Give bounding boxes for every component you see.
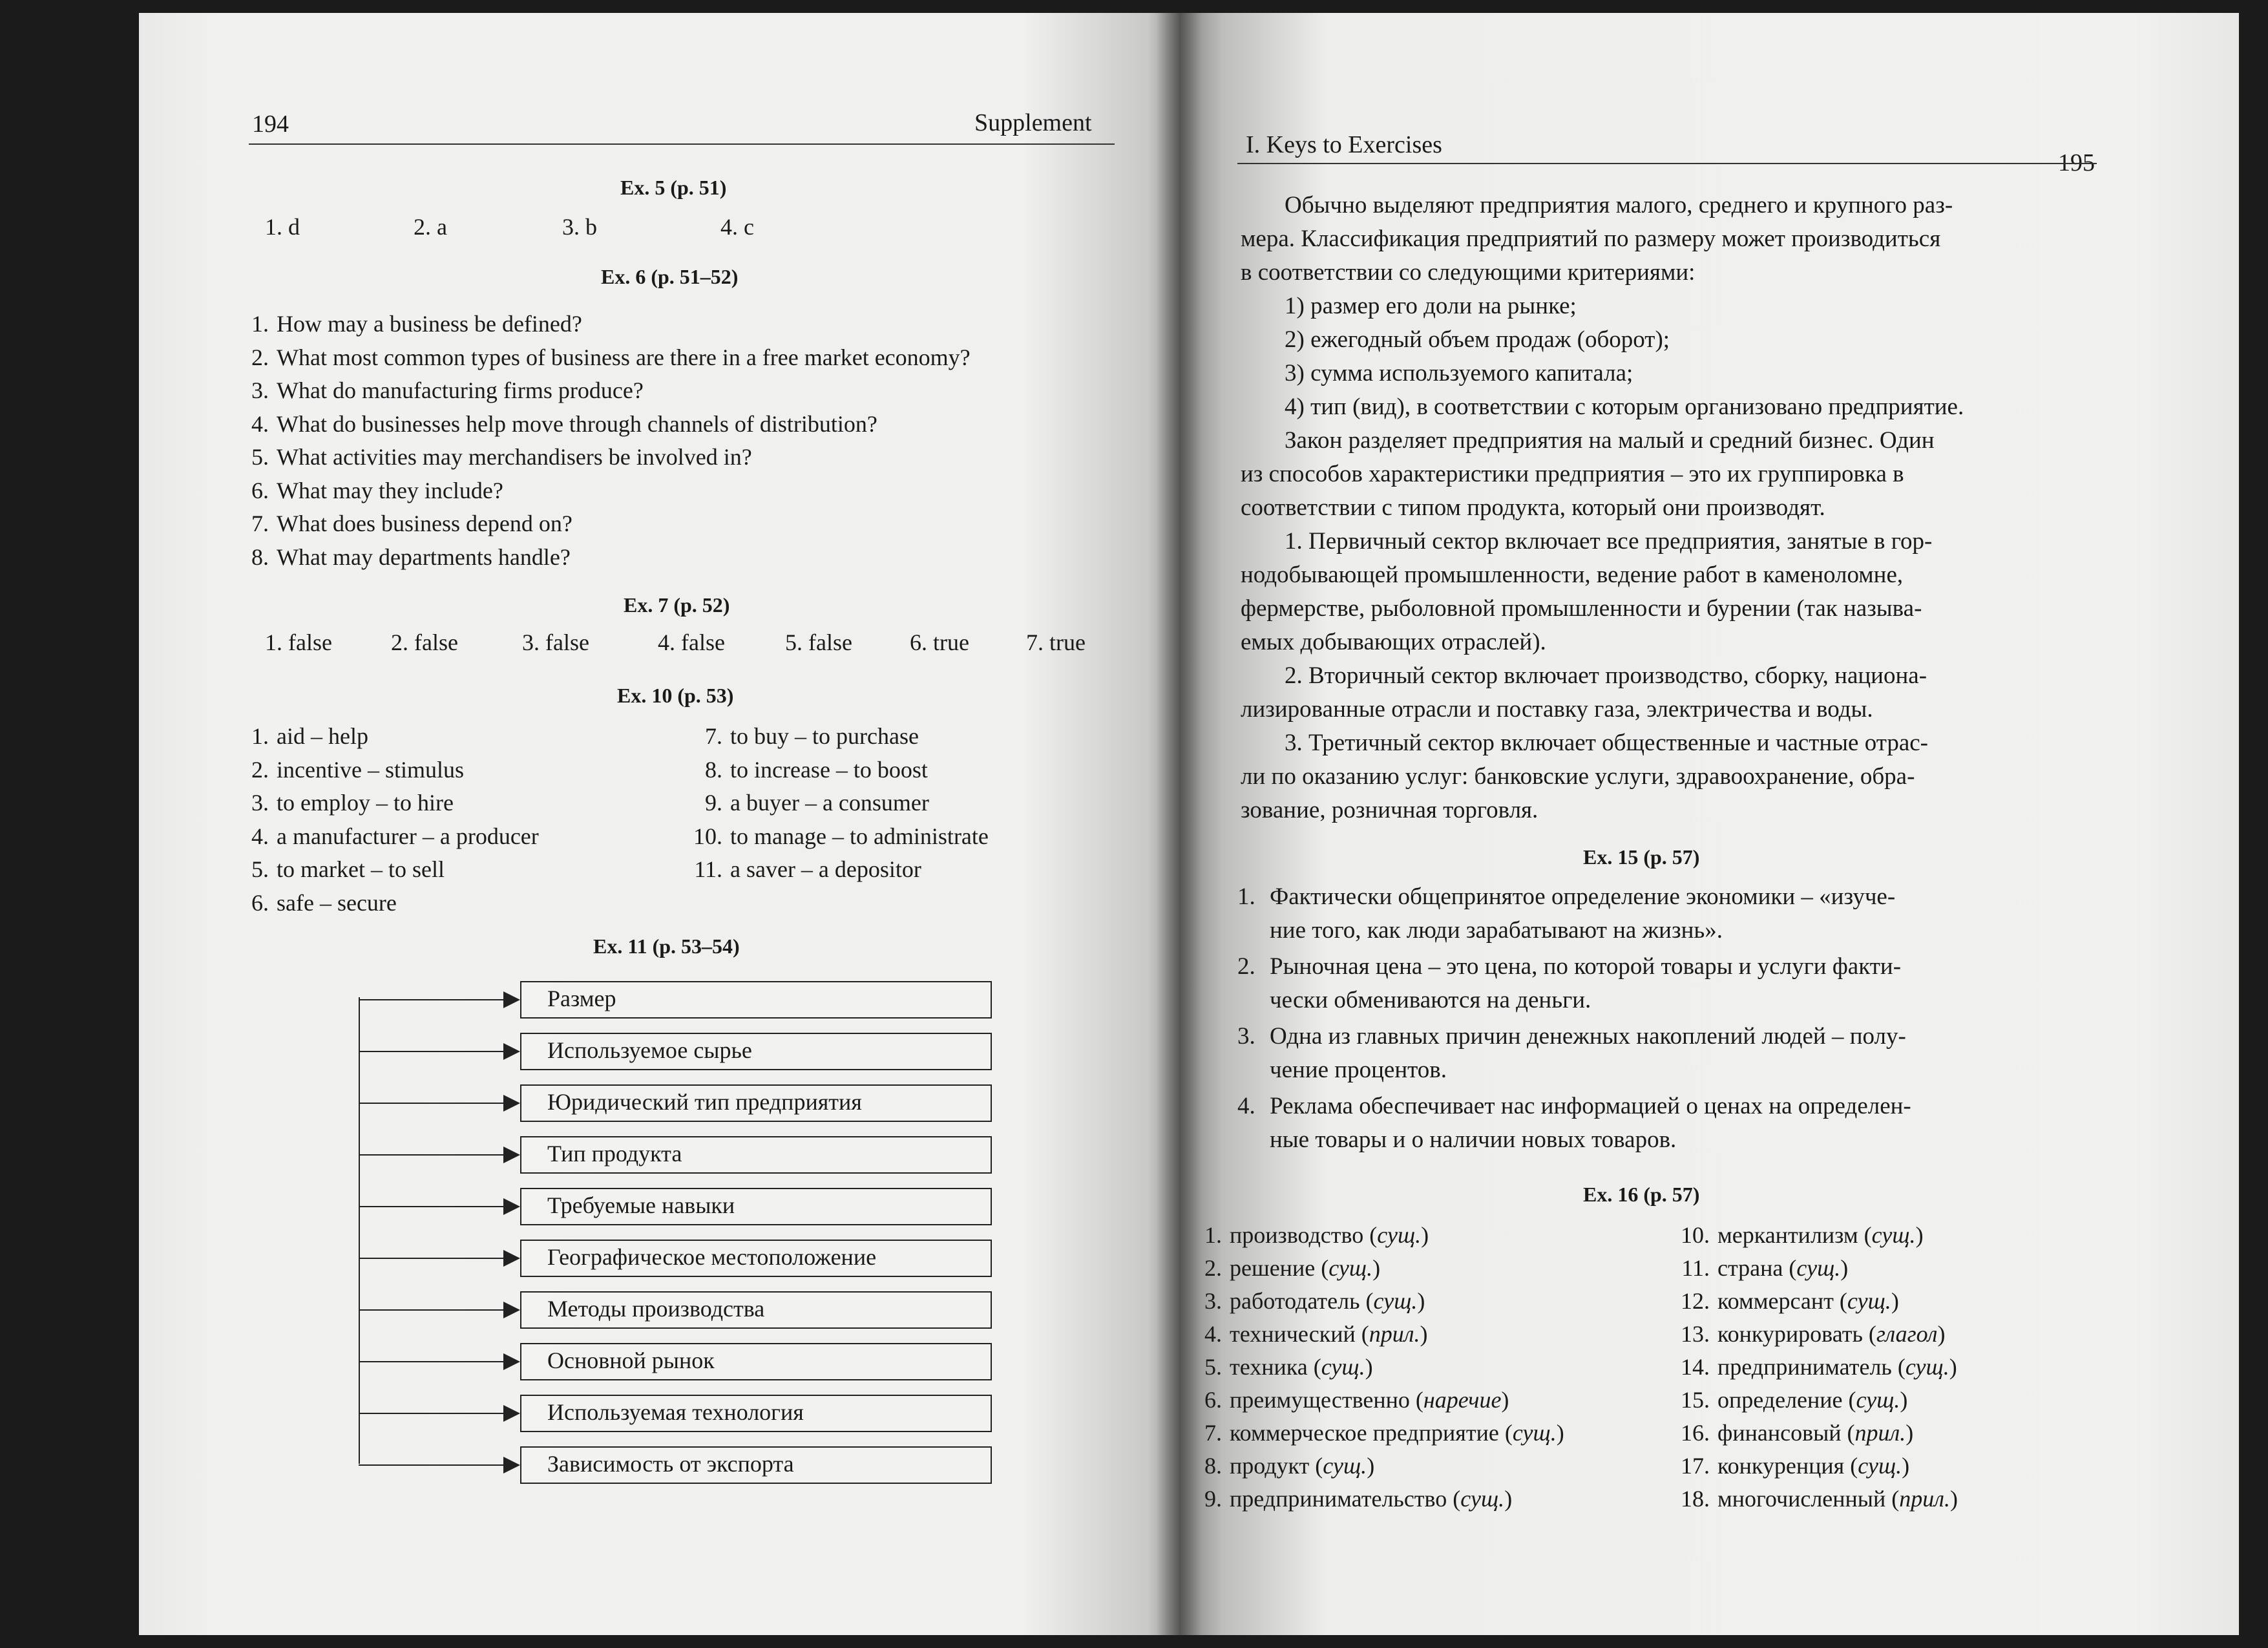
text-line: соответствии с типом продукта, который они производят.: [1241, 494, 1825, 521]
item-number: 10.: [693, 823, 722, 849]
ex5-title: Ex. 5 (p. 51): [620, 176, 727, 199]
ex5-answer: 3. b: [562, 214, 597, 240]
item-number: 12.: [1681, 1288, 1710, 1314]
part-of-speech: сущ.: [1373, 1288, 1418, 1314]
header-rule: [1237, 163, 2097, 164]
text-line: чески обмениваются на деньги.: [1270, 987, 1591, 1013]
item-number: 3.: [1237, 1023, 1255, 1050]
item-number: 4.: [1237, 1093, 1255, 1119]
list-item: 8. продукт (сущ.): [1192, 1452, 1374, 1479]
item-text: a manufacturer – a producer: [277, 823, 539, 849]
diagram-box: Географическое местоположение: [520, 1240, 992, 1277]
item-number: 9.: [705, 790, 722, 816]
diagram-box: Тип продукта: [520, 1136, 992, 1174]
item-text: What may departments handle?: [277, 544, 571, 570]
part-of-speech: сущ.: [1323, 1453, 1367, 1479]
item-text: a saver – a depositor: [730, 856, 921, 882]
item-text: What activities may merchandisers be involved in?: [277, 444, 752, 470]
item-number: 1.: [251, 723, 269, 749]
classification-text: [1241, 189, 2100, 827]
item-word: решение: [1230, 1255, 1316, 1281]
list-item: [1237, 1020, 1906, 1087]
list-item: [1237, 880, 1895, 947]
list-item: 6. преимущественно (наречие): [1192, 1386, 1509, 1413]
part-of-speech: сущ.: [1796, 1255, 1841, 1281]
text-line: Рыночная цена – это цена, по которой товары и услуги факти-: [1270, 953, 1902, 980]
item-number: 2.: [1204, 1255, 1222, 1281]
item-number: 2.: [1237, 953, 1255, 980]
item-word: продукт: [1230, 1453, 1310, 1479]
item-text: [1270, 1090, 1911, 1157]
list-item: [686, 723, 919, 750]
list-item: 16. финансовый (прил.): [1681, 1420, 1914, 1446]
diagram-box: Размер: [520, 981, 992, 1019]
text-line: Одна из главных причин денежных накоплений людей – полу-: [1270, 1023, 1906, 1050]
text-line: Обычно выделяют предприятия малого, среднего и крупного раз-: [1285, 192, 1953, 218]
text-line: ные товары и о наличии новых товаров.: [1270, 1126, 1677, 1153]
ex7-answer: 1. false: [265, 629, 332, 655]
text-line: 2) ежегодный объем продаж (оборот);: [1285, 326, 1670, 353]
list-item: 11. страна (сущ.): [1680, 1254, 1848, 1282]
item-word: предприниматель: [1717, 1354, 1892, 1380]
item-word: работодатель: [1230, 1288, 1360, 1314]
ex10-title: Ex. 10 (p. 53): [617, 684, 734, 707]
item-number: 8.: [705, 756, 722, 783]
list-item: [233, 443, 752, 470]
item-text: to market – to sell: [277, 856, 445, 882]
item-number: 11.: [1681, 1255, 1710, 1281]
item-number: 14.: [1681, 1354, 1710, 1380]
item-word: финансовый: [1717, 1420, 1842, 1446]
list-item: [1237, 1090, 1911, 1157]
list-item: 14. предприниматель (сущ.): [1681, 1354, 1957, 1380]
text-line: 4) тип (вид), в соответствии с которым организовано предприятие.: [1285, 394, 1964, 420]
ex7-title: Ex. 7 (p. 52): [624, 593, 730, 617]
item-word: коммерческое предприятие: [1230, 1420, 1499, 1446]
item-text: a buyer – a consumer: [730, 790, 929, 816]
part-of-speech: прил.: [1369, 1321, 1420, 1347]
item-number: 4.: [1204, 1321, 1222, 1347]
item-text: How may a business be defined?: [277, 311, 582, 337]
list-item: [686, 789, 929, 816]
list-item: 5. техника (сущ.): [1192, 1353, 1373, 1380]
item-text: to buy – to purchase: [730, 723, 919, 749]
right-running-header: I. Keys to Exercises: [1246, 131, 1442, 158]
item-number: 8.: [251, 544, 269, 570]
item-number: 1.: [1204, 1222, 1222, 1248]
item-number: 1.: [251, 311, 269, 337]
item-number: 16.: [1681, 1420, 1710, 1446]
list-item: 1. производство (сущ.): [1192, 1221, 1429, 1249]
header-rule: [249, 143, 1115, 145]
item-number: 11.: [694, 856, 722, 882]
list-item: [233, 823, 539, 850]
item-number: 17.: [1681, 1453, 1710, 1479]
item-word: конкуренция: [1717, 1453, 1845, 1479]
list-item: [686, 756, 928, 783]
ex11-title: Ex. 11 (p. 53–54): [593, 935, 740, 958]
item-number: 5.: [1204, 1354, 1222, 1380]
arrow-connector: [359, 1051, 519, 1052]
list-item: 9. предпринимательство (сущ.): [1192, 1485, 1512, 1512]
text-line: Фактически общепринятое определение экономики – «изуче-: [1270, 883, 1896, 910]
item-number: 18.: [1681, 1486, 1710, 1512]
text-line: 2. Вторичный сектор включает производство, сборку, национа-: [1285, 662, 1927, 689]
diagram-box: Основной рынок: [520, 1343, 992, 1380]
text-line: из способов характеристики предприятия – это их группировка в: [1241, 461, 1904, 487]
item-number: 7.: [1204, 1420, 1222, 1446]
text-line: емых добывающих отраслей).: [1241, 629, 1546, 655]
item-number: 6.: [251, 477, 269, 503]
list-item: 4. технический (прил.): [1192, 1320, 1427, 1347]
item-number: 7.: [705, 723, 722, 749]
part-of-speech: сущ.: [1321, 1354, 1365, 1380]
item-number: 2.: [251, 344, 269, 370]
text-line: ние того, как люди зарабатывают на жизнь».: [1270, 917, 1723, 944]
list-item: [233, 344, 971, 371]
list-item: [233, 510, 572, 537]
list-item: [233, 756, 464, 783]
item-number: 4.: [251, 410, 269, 437]
list-item: 15. определение (сущ.): [1681, 1387, 1908, 1413]
item-number: 10.: [1681, 1222, 1710, 1248]
part-of-speech: наречие: [1423, 1387, 1502, 1413]
list-item: [233, 856, 445, 883]
item-number: 6.: [251, 889, 269, 916]
arrow-connector: [359, 1206, 519, 1207]
text-line: ли по оказанию услуг: банковские услуги, здравоохранение, обра-: [1241, 763, 1915, 790]
arrow-connector: [359, 1103, 519, 1104]
ex7-answer: 7. true: [1026, 629, 1086, 655]
item-word: определение: [1717, 1387, 1843, 1413]
part-of-speech: сущ.: [1328, 1255, 1373, 1281]
item-word: предпринимательство: [1230, 1486, 1447, 1512]
item-number: 2.: [251, 756, 269, 783]
diagram-box: Требуемые навыки: [520, 1188, 992, 1225]
ex5-answer: 2. a: [414, 214, 447, 240]
item-number: 8.: [1204, 1453, 1222, 1479]
diagram-box: Используемая технология: [520, 1395, 992, 1432]
list-item: [686, 823, 989, 850]
item-word: преимущественно: [1230, 1387, 1410, 1413]
ex5-answer: 4. c: [720, 214, 754, 240]
right-page-number: 195: [2058, 149, 2095, 176]
list-item: [233, 477, 503, 504]
item-text: to employ – to hire: [277, 790, 454, 816]
list-item: 7. коммерческое предприятие (сущ.): [1192, 1419, 1564, 1446]
item-text: What most common types of business are there in a free market economy?: [277, 344, 971, 370]
text-line: мера. Классификация предприятий по размеру может производиться: [1241, 226, 1941, 252]
ex7-answer: 2. false: [391, 629, 458, 655]
part-of-speech: прил.: [1854, 1420, 1906, 1446]
left-running-header: Supplement: [974, 109, 1092, 136]
list-item: [233, 310, 582, 337]
item-word: страна: [1717, 1255, 1783, 1281]
list-item: 2. решение (сущ.): [1192, 1254, 1380, 1282]
text-line: зование, розничная торговля.: [1241, 797, 1538, 823]
diagram-box: Используемое сырье: [520, 1033, 992, 1070]
item-word: многочисленный: [1717, 1486, 1886, 1512]
item-text: [1270, 880, 1895, 947]
text-line: чение процентов.: [1270, 1057, 1447, 1083]
item-text: What do manufacturing firms produce?: [277, 377, 644, 403]
text-line: Закон разделяет предприятия на малый и средний бизнес. Один: [1285, 427, 1935, 454]
list-item: 3. работодатель (сущ.): [1192, 1287, 1425, 1315]
item-number: 13.: [1681, 1321, 1710, 1347]
part-of-speech: сущ.: [1377, 1222, 1422, 1248]
item-number: 7.: [251, 511, 269, 536]
item-word: технический: [1230, 1321, 1356, 1347]
arrow-connector: [359, 999, 519, 1000]
text-line: 3. Третичный сектор включает общественные и частные отрас-: [1285, 730, 1929, 756]
item-text: What do businesses help move through channels of distribution?: [277, 410, 877, 437]
text-line: фермерстве, рыболовной промышленности и бурении (так называ-: [1241, 595, 1922, 622]
list-item: 12. коммерсант (сущ.): [1681, 1288, 1899, 1314]
ex5-answer: 1. d: [265, 214, 300, 240]
ex7-answer: 4. false: [658, 629, 725, 655]
item-word: меркантилизм: [1717, 1222, 1858, 1248]
item-text: incentive – stimulus: [277, 756, 464, 783]
arrow-connector: [359, 1258, 519, 1259]
ex7-answer: 3. false: [522, 629, 589, 655]
part-of-speech: сущ.: [1905, 1354, 1949, 1380]
diagram-trunk-line: [359, 997, 360, 1464]
item-number: 5.: [251, 444, 269, 470]
arrow-connector: [359, 1361, 519, 1362]
item-number: 3.: [1204, 1288, 1222, 1314]
part-of-speech: прил.: [1899, 1486, 1950, 1512]
item-text: to increase – to boost: [730, 756, 928, 783]
list-item: [233, 544, 571, 571]
part-of-speech: сущ.: [1856, 1387, 1900, 1413]
part-of-speech: сущ.: [1460, 1486, 1505, 1512]
diagram-box: Юридический тип предприятия: [520, 1084, 992, 1122]
list-item: [233, 410, 877, 438]
list-item: [233, 789, 454, 816]
arrow-connector: [359, 1154, 519, 1156]
item-text: to manage – to administrate: [730, 823, 989, 849]
text-line: нодобывающей промышленности, ведение работ в каменоломне,: [1241, 562, 1904, 588]
list-item: 17. конкуренция (сущ.): [1681, 1453, 1910, 1479]
ex6-title: Ex. 6 (p. 51–52): [601, 265, 739, 288]
left-page-number: 194: [252, 111, 289, 138]
list-item: [233, 889, 397, 916]
item-text: [1270, 1020, 1906, 1087]
list-item: 18. многочисленный (прил.): [1681, 1486, 1958, 1512]
item-number: 9.: [1204, 1486, 1222, 1512]
item-text: [1270, 950, 1901, 1017]
list-item: [233, 377, 644, 404]
text-line: лизированные отрасли и поставку газа, электричества и воды.: [1241, 696, 1873, 723]
ex7-answer: 6. true: [910, 629, 969, 655]
ex15-title: Ex. 15 (p. 57): [1583, 845, 1700, 869]
item-number: 3.: [251, 790, 269, 816]
part-of-speech: глагол: [1876, 1321, 1938, 1347]
list-item: [686, 856, 921, 883]
arrow-connector: [359, 1464, 519, 1466]
item-word: производство: [1230, 1222, 1364, 1248]
item-number: 5.: [251, 856, 269, 882]
ex7-answer: 5. false: [785, 629, 852, 655]
item-word: конкурировать: [1717, 1321, 1863, 1347]
text-line: 3) сумма используемого капитала;: [1285, 360, 1633, 386]
arrow-connector: [359, 1309, 519, 1311]
part-of-speech: сущ.: [1871, 1222, 1916, 1248]
item-number: 3.: [251, 377, 269, 403]
arrow-connector: [359, 1413, 519, 1414]
item-number: 1.: [1237, 883, 1255, 910]
item-text: What may they include?: [277, 477, 503, 503]
part-of-speech: сущ.: [1847, 1288, 1891, 1314]
list-item: [233, 723, 368, 750]
text-line: 1. Первичный сектор включает все предприятия, занятые в гор-: [1285, 528, 1933, 555]
part-of-speech: сущ.: [1858, 1453, 1902, 1479]
item-number: 6.: [1204, 1387, 1222, 1413]
list-item: 10. меркантилизм (сущ.): [1681, 1222, 1924, 1248]
item-word: коммерсант: [1717, 1288, 1834, 1314]
item-number: 15.: [1681, 1387, 1710, 1413]
item-text: What does business depend on?: [277, 511, 572, 536]
item-text: aid – help: [277, 723, 368, 749]
ex16-title: Ex. 16 (p. 57): [1583, 1183, 1700, 1206]
diagram-box: Методы производства: [520, 1291, 992, 1329]
text-line: Реклама обеспечивает нас информацией о ценах на определен-: [1270, 1093, 1911, 1119]
list-item: 13. конкурировать (глагол): [1681, 1321, 1946, 1347]
item-word: техника: [1230, 1354, 1308, 1380]
diagram-box: Зависимость от экспорта: [520, 1446, 992, 1484]
part-of-speech: сущ.: [1512, 1420, 1557, 1446]
text-line: 1) размер его доли на рынке;: [1285, 293, 1577, 319]
text-line: в соответствии со следующими критериями:: [1241, 259, 1696, 286]
item-number: 4.: [251, 823, 269, 849]
item-text: safe – secure: [277, 889, 397, 916]
list-item: [1237, 950, 1901, 1017]
